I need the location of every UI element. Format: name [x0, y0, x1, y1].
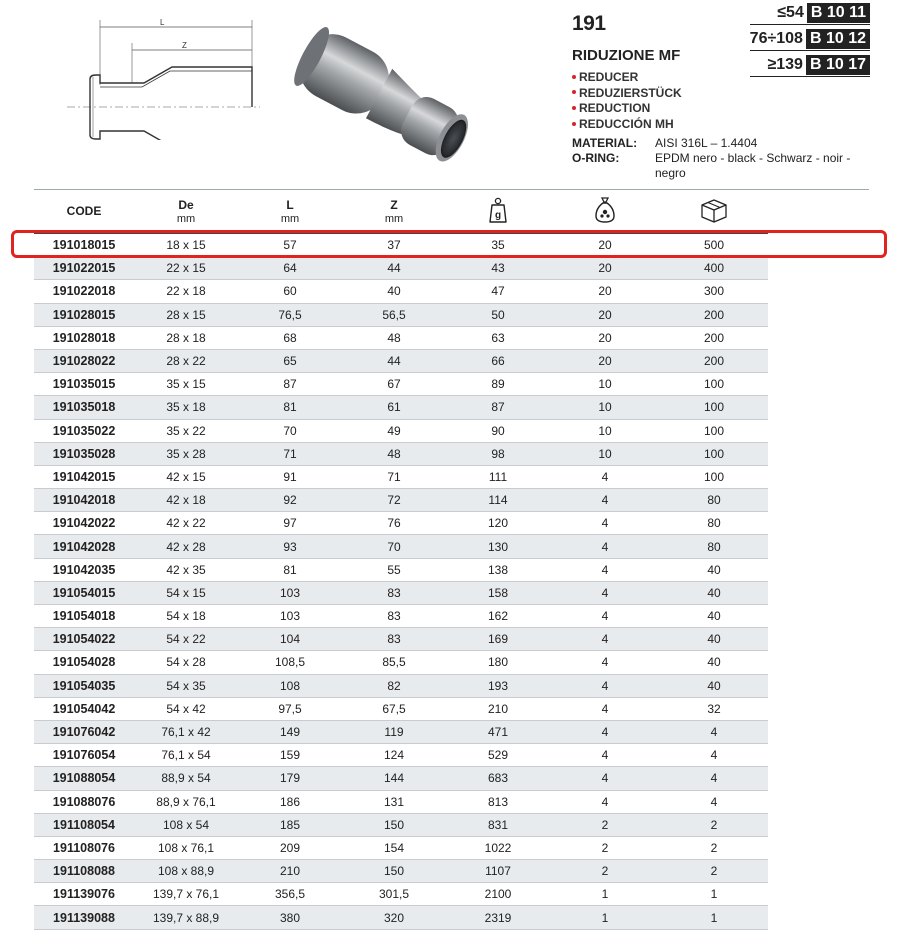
technical-drawing [62, 15, 262, 140]
cell-z: 150 [342, 860, 446, 883]
cell-weight: 1107 [446, 860, 550, 883]
cell-l: 68 [238, 326, 342, 349]
cell-code: 191088054 [34, 767, 134, 790]
cell-box-qty: 4 [660, 744, 768, 767]
translation-item: REDUZIERSTÜCK [572, 86, 682, 102]
size-code-badge: B 10 12 [806, 29, 870, 49]
table-row [34, 396, 768, 419]
cell-bag-qty: 20 [550, 280, 660, 303]
cell-weight: 90 [446, 419, 550, 442]
cell-l: 81 [238, 396, 342, 419]
cell-bag-qty: 20 [550, 326, 660, 349]
cell-l: 149 [238, 720, 342, 743]
cell-box-qty: 40 [660, 605, 768, 628]
cell-z: 56,5 [342, 303, 446, 326]
cell-z: 67 [342, 373, 446, 396]
specs [572, 136, 875, 181]
cell-z: 37 [342, 233, 446, 257]
cell-de: 42 x 15 [134, 465, 238, 488]
cell-box-qty: 40 [660, 628, 768, 651]
cell-de: 108 x 88,9 [134, 860, 238, 883]
cell-de: 76,1 x 42 [134, 720, 238, 743]
table-row [34, 442, 768, 465]
col-header-l: L mm [238, 190, 342, 233]
cell-code: 191042018 [34, 489, 134, 512]
table-row [34, 790, 768, 813]
cell-code: 191054035 [34, 674, 134, 697]
cell-de: 18 x 15 [134, 233, 238, 257]
cell-box-qty: 40 [660, 558, 768, 581]
cell-bag-qty: 10 [550, 396, 660, 419]
cell-code: 191076054 [34, 744, 134, 767]
table-row [34, 419, 768, 442]
cell-weight: 98 [446, 442, 550, 465]
cell-box-qty: 4 [660, 767, 768, 790]
cell-code: 191088076 [34, 790, 134, 813]
dim-l-label: L [160, 18, 165, 27]
table-row [34, 349, 768, 372]
cell-box-qty: 4 [660, 790, 768, 813]
cell-bag-qty: 4 [550, 720, 660, 743]
cell-code: 191042015 [34, 465, 134, 488]
cell-code: 191022015 [34, 257, 134, 280]
cell-z: 124 [342, 744, 446, 767]
cell-l: 179 [238, 767, 342, 790]
size-code-row: ≥139 B 10 17 [750, 54, 870, 77]
cell-code: 191054022 [34, 628, 134, 651]
cell-weight: 683 [446, 767, 550, 790]
cell-l: 103 [238, 605, 342, 628]
cell-z: 40 [342, 280, 446, 303]
bullet-icon [572, 122, 576, 126]
cell-de: 108 x 76,1 [134, 836, 238, 859]
cell-bag-qty: 2 [550, 836, 660, 859]
cell-weight: 120 [446, 512, 550, 535]
cell-bag-qty: 4 [550, 581, 660, 604]
cell-box-qty: 2 [660, 836, 768, 859]
cell-z: 44 [342, 349, 446, 372]
col-header-z: Z mm [342, 190, 446, 233]
cell-l: 380 [238, 906, 342, 929]
cell-bag-qty: 20 [550, 257, 660, 280]
cell-bag-qty: 10 [550, 373, 660, 396]
cell-l: 92 [238, 489, 342, 512]
cell-l: 81 [238, 558, 342, 581]
cell-weight: 831 [446, 813, 550, 836]
cell-weight: 162 [446, 605, 550, 628]
cell-de: 88,9 x 54 [134, 767, 238, 790]
cell-box-qty: 400 [660, 257, 768, 280]
cell-weight: 471 [446, 720, 550, 743]
cell-de: 35 x 18 [134, 396, 238, 419]
cell-z: 71 [342, 465, 446, 488]
cell-de: 42 x 18 [134, 489, 238, 512]
cell-code: 191076042 [34, 720, 134, 743]
table-row [34, 373, 768, 396]
weight-icon [488, 196, 508, 224]
table-row [34, 674, 768, 697]
bag-icon [594, 196, 616, 224]
cell-z: 83 [342, 581, 446, 604]
table-row [34, 906, 768, 929]
cell-box-qty: 100 [660, 396, 768, 419]
cell-bag-qty: 4 [550, 744, 660, 767]
cell-box-qty: 300 [660, 280, 768, 303]
cell-z: 67,5 [342, 697, 446, 720]
cell-box-qty: 40 [660, 651, 768, 674]
cell-z: 301,5 [342, 883, 446, 906]
table-row [34, 581, 768, 604]
col-header-code: CODE [34, 190, 134, 233]
cell-bag-qty: 4 [550, 465, 660, 488]
cell-code: 191035015 [34, 373, 134, 396]
cell-z: 49 [342, 419, 446, 442]
col-header-bag [550, 190, 660, 233]
cell-bag-qty: 20 [550, 349, 660, 372]
cell-bag-qty: 4 [550, 651, 660, 674]
table-row [34, 836, 768, 859]
dim-z-label: Z [182, 41, 187, 50]
size-code-row: ≤54 B 10 11 [750, 2, 870, 25]
cell-weight: 2319 [446, 906, 550, 929]
cell-code: 191035018 [34, 396, 134, 419]
cell-bag-qty: 4 [550, 790, 660, 813]
cell-weight: 2100 [446, 883, 550, 906]
translation-item: REDUCCIÓN MH [572, 117, 682, 133]
cell-z: 44 [342, 257, 446, 280]
cell-z: 85,5 [342, 651, 446, 674]
cell-l: 108,5 [238, 651, 342, 674]
cell-box-qty: 32 [660, 697, 768, 720]
bullet-icon [572, 90, 576, 94]
cell-de: 54 x 18 [134, 605, 238, 628]
table-row [34, 233, 768, 257]
size-codes [750, 2, 870, 80]
product-name: RIDUZIONE MF [572, 47, 681, 64]
cell-l: 60 [238, 280, 342, 303]
cell-code: 191042022 [34, 512, 134, 535]
col-header-box [660, 190, 768, 233]
cell-l: 210 [238, 860, 342, 883]
cell-de: 35 x 15 [134, 373, 238, 396]
cell-box-qty: 200 [660, 349, 768, 372]
cell-de: 35 x 28 [134, 442, 238, 465]
cell-bag-qty: 10 [550, 419, 660, 442]
cell-l: 71 [238, 442, 342, 465]
cell-weight: 130 [446, 535, 550, 558]
cell-bag-qty: 1 [550, 906, 660, 929]
cell-l: 185 [238, 813, 342, 836]
cell-box-qty: 200 [660, 303, 768, 326]
cell-de: 54 x 35 [134, 674, 238, 697]
spec-oring: O-RING: EPDM nero - black - Schwarz - noir - negro [572, 151, 851, 180]
cell-l: 91 [238, 465, 342, 488]
table-row [34, 697, 768, 720]
cell-de: 22 x 15 [134, 257, 238, 280]
cell-z: 48 [342, 442, 446, 465]
cell-box-qty: 2 [660, 813, 768, 836]
cell-de: 88,9 x 76,1 [134, 790, 238, 813]
cell-box-qty: 500 [660, 233, 768, 257]
cell-l: 70 [238, 419, 342, 442]
table-row [34, 558, 768, 581]
cell-bag-qty: 1 [550, 883, 660, 906]
cell-z: 119 [342, 720, 446, 743]
cell-code: 191139076 [34, 883, 134, 906]
cell-z: 320 [342, 906, 446, 929]
cell-z: 76 [342, 512, 446, 535]
cell-z: 48 [342, 326, 446, 349]
cell-de: 54 x 28 [134, 651, 238, 674]
cell-z: 150 [342, 813, 446, 836]
col-header-de: De mm [134, 190, 238, 233]
cell-code: 191022018 [34, 280, 134, 303]
table-row [34, 489, 768, 512]
table-row [34, 512, 768, 535]
cell-code: 191108054 [34, 813, 134, 836]
translation-item: REDUCTION [572, 101, 682, 117]
cell-weight: 529 [446, 744, 550, 767]
cell-l: 64 [238, 257, 342, 280]
cell-de: 139,7 x 88,9 [134, 906, 238, 929]
table-row [34, 720, 768, 743]
cell-bag-qty: 2 [550, 860, 660, 883]
cell-bag-qty: 4 [550, 605, 660, 628]
cell-bag-qty: 4 [550, 489, 660, 512]
cell-code: 191042035 [34, 558, 134, 581]
cell-code: 191054042 [34, 697, 134, 720]
table-row [34, 303, 768, 326]
cell-bag-qty: 10 [550, 442, 660, 465]
cell-l: 65 [238, 349, 342, 372]
cell-box-qty: 40 [660, 674, 768, 697]
cell-l: 97 [238, 512, 342, 535]
cell-code: 191028018 [34, 326, 134, 349]
cell-de: 54 x 15 [134, 581, 238, 604]
cell-de: 28 x 15 [134, 303, 238, 326]
cell-code: 191018015 [34, 233, 134, 257]
bullet-icon [572, 106, 576, 110]
table-row [34, 535, 768, 558]
cell-l: 76,5 [238, 303, 342, 326]
cell-bag-qty: 2 [550, 813, 660, 836]
cell-l: 103 [238, 581, 342, 604]
cell-box-qty: 100 [660, 373, 768, 396]
spec-material: MATERIAL: AISI 316L – 1.4404 [572, 136, 758, 150]
bullet-icon [572, 75, 576, 79]
cell-l: 108 [238, 674, 342, 697]
cell-code: 191054015 [34, 581, 134, 604]
table-row [34, 465, 768, 488]
cell-de: 54 x 42 [134, 697, 238, 720]
cell-weight: 66 [446, 349, 550, 372]
cell-l: 209 [238, 836, 342, 859]
cell-box-qty: 100 [660, 442, 768, 465]
col-header-weight [446, 190, 550, 233]
cell-weight: 1022 [446, 836, 550, 859]
cell-bag-qty: 4 [550, 674, 660, 697]
table-row [34, 628, 768, 651]
cell-z: 70 [342, 535, 446, 558]
cell-z: 55 [342, 558, 446, 581]
cell-box-qty: 100 [660, 419, 768, 442]
cell-box-qty: 200 [660, 326, 768, 349]
cell-de: 28 x 22 [134, 349, 238, 372]
cell-box-qty: 1 [660, 906, 768, 929]
table-row [34, 326, 768, 349]
cell-weight: 193 [446, 674, 550, 697]
cell-z: 131 [342, 790, 446, 813]
cell-bag-qty: 4 [550, 558, 660, 581]
size-code-row: 76÷108 B 10 12 [750, 28, 870, 51]
cell-box-qty: 80 [660, 489, 768, 512]
cell-bag-qty: 4 [550, 512, 660, 535]
cell-l: 57 [238, 233, 342, 257]
cell-weight: 87 [446, 396, 550, 419]
cell-de: 139,7 x 76,1 [134, 883, 238, 906]
cell-code: 191054028 [34, 651, 134, 674]
product-table-wrap [34, 190, 869, 930]
cell-z: 144 [342, 767, 446, 790]
cell-z: 83 [342, 605, 446, 628]
cell-weight: 114 [446, 489, 550, 512]
product-table [34, 190, 768, 930]
cell-box-qty: 2 [660, 860, 768, 883]
cell-de: 22 x 18 [134, 280, 238, 303]
size-code-badge: B 10 11 [807, 3, 870, 23]
product-table-body [34, 233, 768, 929]
cell-z: 83 [342, 628, 446, 651]
cell-weight: 89 [446, 373, 550, 396]
table-row [34, 257, 768, 280]
table-row [34, 883, 768, 906]
table-row [34, 744, 768, 767]
cell-bag-qty: 4 [550, 628, 660, 651]
cell-code: 191108088 [34, 860, 134, 883]
cell-de: 54 x 22 [134, 628, 238, 651]
cell-box-qty: 4 [660, 720, 768, 743]
cell-de: 108 x 54 [134, 813, 238, 836]
cell-de: 42 x 35 [134, 558, 238, 581]
cell-de: 35 x 22 [134, 419, 238, 442]
cell-bag-qty: 20 [550, 303, 660, 326]
cell-l: 159 [238, 744, 342, 767]
cell-code: 191054018 [34, 605, 134, 628]
cell-l: 186 [238, 790, 342, 813]
cell-weight: 210 [446, 697, 550, 720]
cell-de: 28 x 18 [134, 326, 238, 349]
table-row [34, 605, 768, 628]
cell-weight: 180 [446, 651, 550, 674]
cell-code: 191108076 [34, 836, 134, 859]
cell-l: 356,5 [238, 883, 342, 906]
translation-item: REDUCER [572, 70, 682, 86]
product-translations [572, 70, 682, 132]
cell-bag-qty: 4 [550, 697, 660, 720]
table-row [34, 860, 768, 883]
cell-de: 42 x 22 [134, 512, 238, 535]
cell-weight: 813 [446, 790, 550, 813]
table-row [34, 651, 768, 674]
cell-z: 154 [342, 836, 446, 859]
cell-de: 76,1 x 54 [134, 744, 238, 767]
cell-code: 191028022 [34, 349, 134, 372]
cell-box-qty: 1 [660, 883, 768, 906]
cell-code: 191042028 [34, 535, 134, 558]
cell-code: 191035022 [34, 419, 134, 442]
cell-l: 93 [238, 535, 342, 558]
cell-code: 191035028 [34, 442, 134, 465]
cell-box-qty: 80 [660, 535, 768, 558]
table-row [34, 767, 768, 790]
cell-bag-qty: 20 [550, 233, 660, 257]
cell-l: 97,5 [238, 697, 342, 720]
cell-weight: 63 [446, 326, 550, 349]
cell-weight: 43 [446, 257, 550, 280]
cell-z: 72 [342, 489, 446, 512]
table-row [34, 280, 768, 303]
cell-weight: 35 [446, 233, 550, 257]
cell-de: 42 x 28 [134, 535, 238, 558]
size-code-badge: B 10 17 [806, 55, 870, 75]
cell-z: 61 [342, 396, 446, 419]
svg-text:g: g [494, 209, 502, 221]
table-row [34, 813, 768, 836]
product-code: 191 [572, 12, 606, 35]
cell-weight: 158 [446, 581, 550, 604]
cell-weight: 47 [446, 280, 550, 303]
cell-code: 191139088 [34, 906, 134, 929]
cell-box-qty: 40 [660, 581, 768, 604]
box-icon [699, 197, 729, 223]
cell-weight: 169 [446, 628, 550, 651]
cell-z: 82 [342, 674, 446, 697]
cell-code: 191028015 [34, 303, 134, 326]
cell-weight: 50 [446, 303, 550, 326]
cell-bag-qty: 4 [550, 767, 660, 790]
cell-box-qty: 80 [660, 512, 768, 535]
cell-l: 104 [238, 628, 342, 651]
cell-l: 87 [238, 373, 342, 396]
product-photo [282, 18, 477, 178]
cell-box-qty: 100 [660, 465, 768, 488]
cell-weight: 111 [446, 465, 550, 488]
cell-weight: 138 [446, 558, 550, 581]
cell-bag-qty: 4 [550, 535, 660, 558]
